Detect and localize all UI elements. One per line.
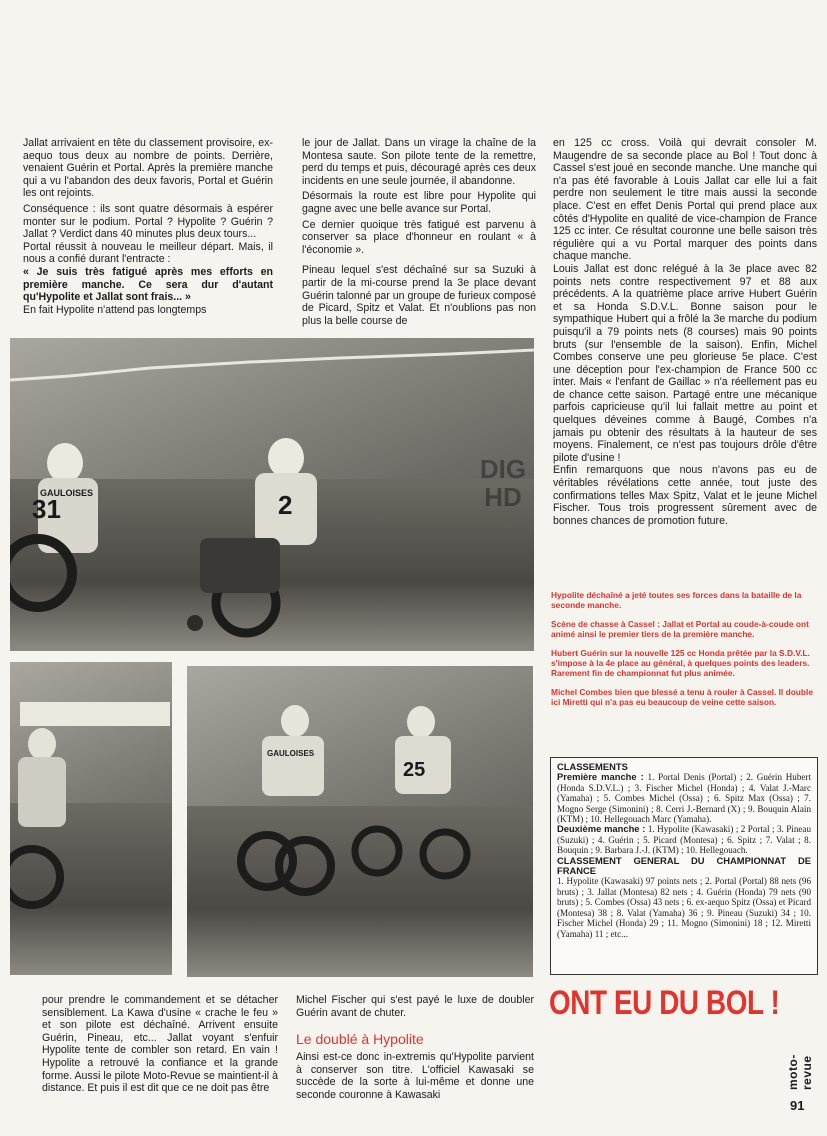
sponsor-text: GAULOISES [267, 749, 315, 758]
photo-hypolite-race [10, 338, 534, 651]
paragraph: Désormais la route est libre pour Hypolite qui gagne avec une belle avance sur Portal. [302, 190, 536, 215]
quote: « Je suis très fatigué après mes efforts en première manche. Ce sera dur d'autant qu'Hypolite et Jallat sont frais... » [23, 265, 273, 304]
caption: Hypolite déchaîné a jeté toutes ses forces dans la bataille de la seconde manche. [551, 590, 802, 610]
paragraph: Pineau lequel s'est déchaîné sur sa Suzuki à partir de la mi-course prend la 3e place devant Guérin talonné par un groupe de furieux composé de Picard, Spitz et Valat. Et n'oublions pas non plus la belle course de [302, 264, 536, 327]
sponsor-text: GAULOISES [40, 488, 94, 498]
results-title: CLASSEMENTS [557, 761, 628, 772]
paragraph: En fait Hypolite n'attend pas longtemps [23, 303, 207, 316]
article-bottom-column-1 [42, 994, 278, 1098]
paragraph: en 125 cc cross. Voilà qui devrait consoler M. Maugendre de sa seconde place au Bol ! Tout donc à Cassel s'est joué en seconde manche. Une manche qui n'a pas été favorable à Louis Jallat car elle lui a fait perdre non seulement le titre mais aussi la seconde place. C'est en effet Denis Portal qui prend place aux côtés d'Hypolite en qualité de vice-champion de France 125 cc inter. Ce résultat couronne une belle saison très régulière qui a vu Portal marquer des points dans chaque manche. [553, 137, 817, 263]
results-general-text: 1. Hypolite (Kawasaki) 97 points nets ; 2. Portal (Portal) 88 nets (96 bruts) ; 3. Jallat (Montesa) 82 nets ; 4. Guérin (Honda) 79 nets (90 bruts) ; 5. Combes (Ossa) 43 nets ; 6. ex-aequo Spitz (Ossa) et Picard (Montesa) 38 ; 8. Valat (Yamaha) 36 ; 9. Pineau (Suzuki) 34 ; 10. Fischer Michel (Honda) 29 ; 11. Mogno (Simonini) 18 ; 12. Miretti (Yamaha) 11 ; etc... [557, 876, 811, 939]
paragraph: pour prendre le commandement et se détacher sensiblement. La Kawa d'usine « crache le feu » et son pilote est déchaîné. Arrivent ensuite Guérin, Pineau, etc... Jallat voyant s'enfuir Hypolite tente de combler son retard. En vain ! Hypolite a retrouvé la confiance et la grande forme. Aussi le pilote Moto-Revue se maintient-il à distance. Et puis il est dit que ce ne doit pas être [42, 994, 278, 1095]
subheading: Le doublé à Hypolite [296, 1031, 424, 1047]
paragraph: Ce dernier quoique très fatigué est parvenu à conserver sa place d'honneur en roulant « à l'économie ». [302, 218, 536, 256]
article-column-1 [23, 137, 273, 319]
riders-illustration [10, 338, 534, 651]
paragraph: Enfin remarquons que nous n'avons pas eu de véritables révélations cette année, tout juste des confirmations telles Max Spitz, Valat et le jeune Michel Fischer. Tous trois progressent sûrement avec de bonnes chances de promotion future. [553, 464, 817, 527]
results-label: Première manche : [557, 771, 644, 783]
results-text: 1. Hypolite (Kawasaki) ; 2 Portal ; 3. Pineau (Suzuki) ; 4. Guérin ; 5. Picard (Montesa) ; 6. Spitz ; 7. Valat ; 8. Bouquin ; 9. Barbara J.-J. (KTM) ; 10. Hellegouach. [557, 824, 811, 856]
paragraph: Michel Fischer qui s'est payé le luxe de doubler Guérin avant de chuter. [296, 994, 534, 1019]
bib-number: 31 [32, 494, 61, 524]
results-manche-2 [557, 824, 811, 855]
paragraph: Louis Jallat est donc relégué à la 3e place avec 82 points nets contre respectivement 97 et 88 aux précédents. A la quatrième place arrive Hubert Guérin et sa Honda S.D.V.L. Bonne saison pour le sympathique Hubert qui a frôlé la 3e marche du podium puisqu'il a 79 points nets (8 courses) mais 90 points bruts (sur l'ensemble de la saison). Enfin, Michel Combes conserve une peu glorieuse 5e place. C'est une déception pour l'ex-champion de France 500 cc inter. Mais « l'enfant de Gaillac » n'a réellement pas eu de chance cette saison. Partagé entre une mécanique parfois capricieuse qu'il lui fallait mettre au point et quelques déveines comme à Baugé, Combes n'a jamais pu obtenir des résultats à la hauteur de ses moyens. Finalement, ce n'est pas toujours drôle d'être pilote d'usine ! [553, 262, 817, 464]
article-column-3 [553, 137, 817, 530]
watermark-logo: DIG HD [479, 454, 527, 512]
article-bottom-column-2b [296, 1051, 534, 1104]
results-label: Deuxième manche : [557, 823, 646, 835]
results-text: 1. Portal Denis (Portal) ; 2. Guérin Hubert (Honda S.D.V.L.) ; 3. Fischer Michel (Honda) ; 4. Valat J.-Marc (Yamaha) ; 5. Combes Michel (Ossa) ; 6. Spitz Max (Ossa) ; 7. Mogno Serge (Simonini) ; 8. Cerri J.-Bernard (X) ; 9. Bouquin Alain (KTM) ; 10. Hellegouach Marc (Yamaha). [557, 772, 811, 825]
headline: ONT EU DU BOL ! [549, 984, 780, 1022]
results-general-label: CLASSEMENT GENERAL DU CHAMPIONNAT DE FRANCE [557, 854, 811, 877]
article-bottom-column-2 [296, 994, 534, 1022]
results-manche-1 [557, 772, 811, 824]
paragraph: le jour de Jallat. Dans un virage la chaîne de la Montesa saute. Son pilote tente de la remettre, perd du temps et puis, découragé après ces deux incidents en une seule journée, il abandonne. [302, 137, 536, 187]
paragraph: Jallat arrivaient en tête du classement provisoire, ex-aequo tous deux au nombre de points. Derrière, venaient Guérin et Portal. Après la première manche qui a vu l'abandon des deux favoris, Portal et Guérin les ont rejoints. [23, 137, 273, 200]
photo-guerin-honda [187, 666, 533, 977]
results-box [550, 757, 818, 975]
bib-number: 2 [278, 490, 293, 520]
paragraph: Conséquence : ils sont quatre désormais à espérer monter sur le podium. Portal ? Hypolite ? Guérin ? Jallat ? Verdict dans 40 minutes plus deux tours... [23, 202, 273, 241]
photo-scene-de-chasse [10, 662, 172, 975]
caption: Hubert Guérin sur la nouvelle 125 cc Honda prêtée par la S.D.V.L. s'impose à la 4e place au général, à quelques points des leaders. Rarement fin de championnat fut plus animée. [551, 648, 810, 678]
caption: Michel Combes bien que blessé a tenu à rouler à Cassel. Il double ici Miretti qui n'a pas eu beaucoup de veine cette saison. [551, 687, 814, 707]
bib-number: 25 [403, 759, 426, 781]
riders-illustration [187, 666, 533, 977]
page-number: 91 [790, 1098, 805, 1113]
brand-vertical: moto-revue [786, 1054, 814, 1090]
rider-illustration [10, 662, 172, 975]
caption: Scène de chasse à Cassel : Jallat et Portal au coude-à-coude ont animé ainsi le premier tiers de la première manche. [551, 619, 809, 639]
article-column-2 [302, 137, 536, 330]
paragraph: Ainsi est-ce donc in-extremis qu'Hypolite parvient à conserver son titre. L'officiel Kawasaki se succède de la sorte à lui-même et donne une seconde couronne à Kawasaki [296, 1051, 534, 1101]
photo-captions [551, 590, 815, 716]
paragraph: Portal réussit à nouveau le meilleur départ. Mais, il nous a confié durant l'entracte : [23, 240, 273, 266]
